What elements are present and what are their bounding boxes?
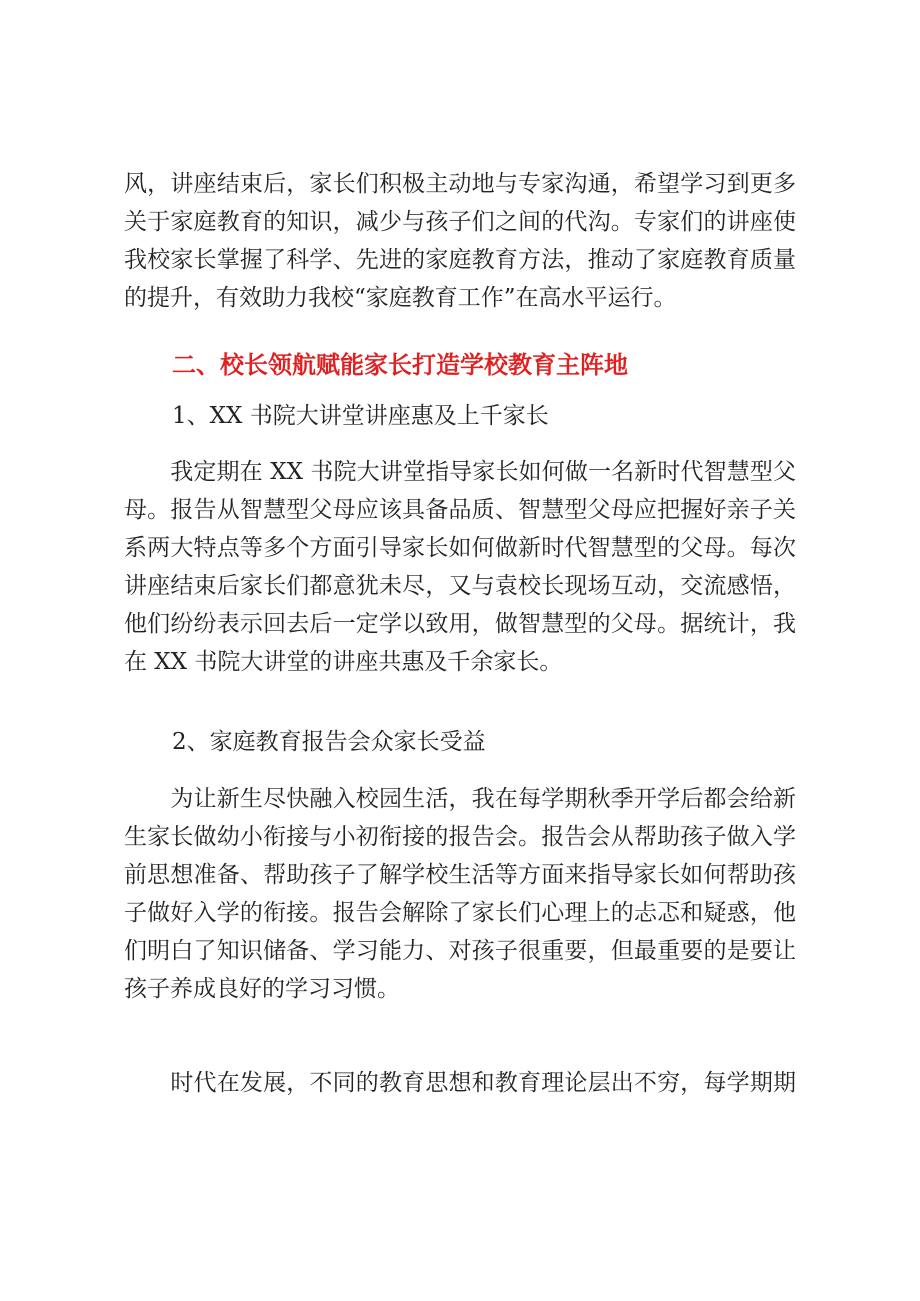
paragraph-era-development	[124, 1064, 796, 1102]
paragraph-line: 前思想准备、帮助孩子了解学校生活等方面来指导家长如何帮助孩	[124, 862, 796, 888]
subsection-title-1: 1、XX 书院大讲堂讲座惠及上千家长	[172, 403, 549, 429]
paragraph-line: 为让新生尽快融入校园生活，我在每学期秋季开学后都会给新	[124, 786, 796, 812]
paragraph-line: 在 XX 书院大讲堂的讲座共惠及千余家长。	[124, 649, 563, 675]
subsection-title-2: 2、家庭教育报告会众家长受益	[172, 729, 486, 755]
paragraph-line: 讲座结束后家长们都意犹未尽，又与袁校长现场互动，交流感悟，	[124, 573, 796, 599]
paragraph-line: 风，讲座结束后，家长们积极主动地与专家沟通，希望学习到更多	[124, 171, 796, 197]
paragraph-line: 母。报告从智慧型父母应该具备品质、智慧型父母应把握好亲子关	[124, 497, 796, 523]
paragraph-line: 我校家长掌握了科学、先进的家庭教育方法，推动了家庭教育质量	[124, 247, 796, 273]
paragraph-line: 孩子养成良好的学习习惯。	[124, 976, 400, 1002]
paragraph-continuation	[124, 165, 796, 317]
paragraph-line: 关于家庭教育的知识，减少与孩子们之间的代沟。专家们的讲座使	[124, 209, 796, 235]
paragraph-line: 我定期在 XX 书院大讲堂指导家长如何做一名新时代智慧型父	[124, 459, 796, 485]
paragraph-line: 子做好入学的衔接。报告会解除了家长们心理上的忐忑和疑惑，他	[124, 900, 796, 926]
paragraph-report-meeting	[124, 780, 796, 1008]
paragraph-line: 他们纷纷表示回去后一定学以致用，做智慧型的父母。据统计，我	[124, 611, 796, 637]
paragraph-book-academy	[124, 453, 796, 681]
paragraph-line: 们明白了知识储备、学习能力、对孩子很重要，但最重要的是要让	[124, 938, 796, 964]
paragraph-line: 系两大特点等多个方面引导家长如何做新时代智慧型的父母。每次	[124, 535, 796, 561]
section-heading: 二、校长领航赋能家长打造学校教育主阵地	[172, 351, 628, 379]
paragraph-line: 时代在发展，不同的教育思想和教育理论层出不穷，每学期期	[124, 1070, 796, 1096]
paragraph-line: 生家长做幼小衔接与小初衔接的报告会。报告会从帮助孩子做入学	[124, 824, 796, 850]
paragraph-line: 的提升，有效助力我校“家庭教育工作”在高水平运行。	[124, 285, 677, 311]
